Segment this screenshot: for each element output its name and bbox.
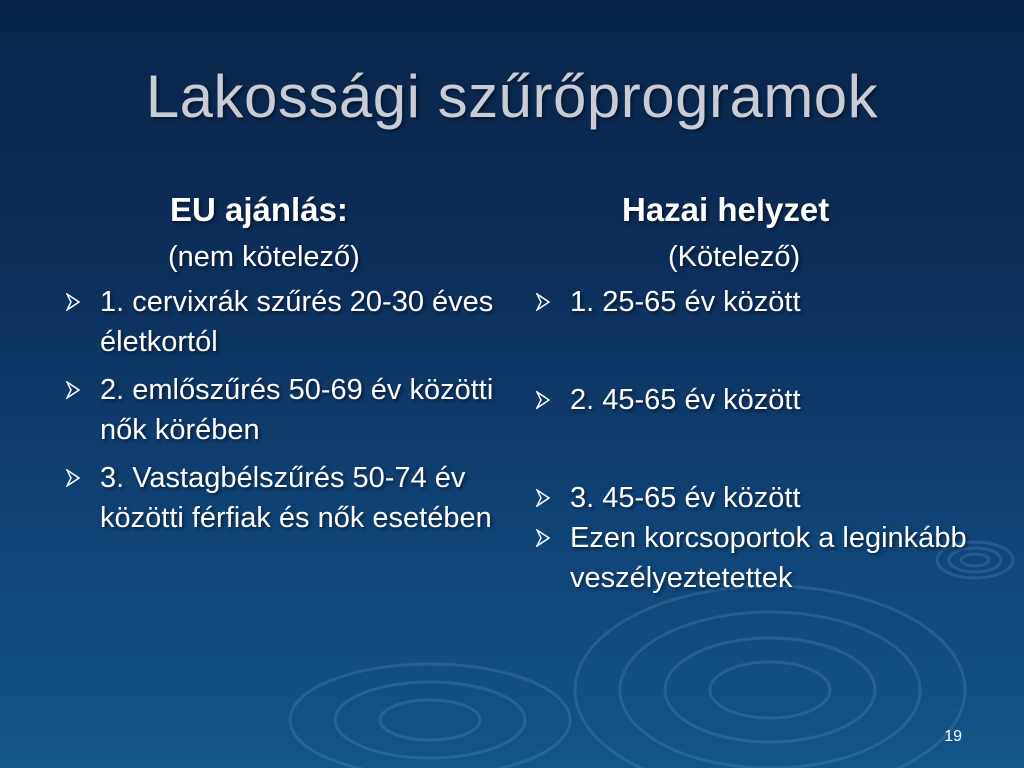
arrow-bullet-icon bbox=[66, 293, 80, 311]
list-item-text: 1. 25-65 év között bbox=[570, 286, 801, 318]
list-item bbox=[530, 478, 970, 518]
left-column-subheading: (nem kötelező) bbox=[168, 241, 360, 273]
list-item-text: 2. 45-65 év között bbox=[570, 384, 801, 416]
arrow-bullet-icon bbox=[536, 489, 550, 507]
arrow-bullet-icon bbox=[536, 391, 550, 409]
arrow-bullet-icon bbox=[536, 293, 550, 311]
list-item bbox=[60, 370, 500, 450]
list-item-text: 3. 45-65 év között bbox=[570, 482, 801, 514]
arrow-bullet-icon bbox=[66, 381, 80, 399]
list-item-text: 3. Vastagbélszűrés 50-74 év közötti férfiak és nők esetében bbox=[100, 462, 492, 534]
right-column-subheading: (Kötelező) bbox=[668, 241, 801, 273]
list-item bbox=[60, 458, 500, 538]
list-item bbox=[530, 282, 970, 322]
slide-title: Lakossági szűrőprogramok bbox=[145, 63, 879, 130]
page-number: 19 bbox=[944, 728, 962, 745]
list-item bbox=[530, 380, 970, 420]
right-bullet-list bbox=[530, 282, 970, 598]
arrow-bullet-icon bbox=[66, 469, 80, 487]
list-item-text: 1. cervixrák szűrés 20-30 éves életkortól bbox=[100, 286, 494, 358]
list-item-text: 2. emlőszűrés 50-69 év közötti nők körében bbox=[100, 374, 494, 446]
left-bullet-list bbox=[60, 282, 500, 538]
left-column bbox=[60, 188, 500, 546]
list-item bbox=[530, 518, 970, 598]
right-column-heading: Hazai helyzet bbox=[622, 191, 830, 228]
list-item bbox=[60, 282, 500, 362]
right-column bbox=[530, 188, 970, 598]
left-column-heading: EU ajánlás: bbox=[170, 191, 348, 228]
list-item-text: Ezen korcsoportok a leginkább veszélyeztetettek bbox=[570, 522, 967, 594]
arrow-bullet-icon bbox=[536, 529, 550, 547]
